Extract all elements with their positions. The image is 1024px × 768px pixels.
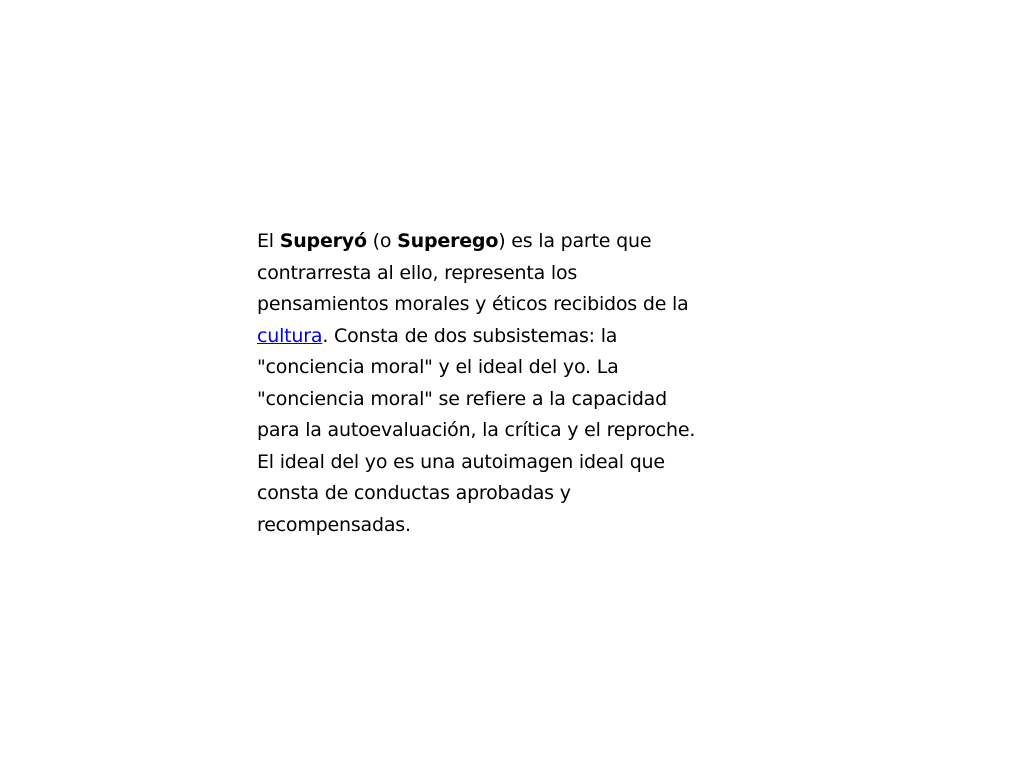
text-run: (o	[366, 230, 398, 252]
paragraph-line-3: pensamientos morales y éticos recibidos de la	[257, 293, 689, 315]
term-superyo: Superyó	[279, 230, 367, 252]
paragraph-line-2: contrarresta al ello, representa los	[257, 261, 578, 284]
cultura-link[interactable]: cultura	[257, 324, 323, 347]
paragraph-line-1	[257, 226, 757, 258]
text-run: El	[257, 230, 280, 252]
term-superego: Superego	[397, 230, 499, 252]
paragraph-line-4	[257, 321, 757, 353]
paragraph-line-9: consta de conductas aprobadas y	[257, 482, 571, 504]
text-run: ) es la parte que	[498, 230, 652, 252]
paragraph-line-7: para la autoevaluación, la crítica y el reproche.	[257, 419, 696, 441]
paragraph-line-5: "conciencia moral" y el ideal del yo. La	[257, 356, 619, 378]
paragraph-line-6: "conciencia moral" se refiere a la capacidad	[257, 387, 667, 410]
paragraph-line-10: recompensadas.	[257, 513, 411, 536]
text-run: . Consta de dos subsistemas: la	[322, 324, 618, 347]
paragraph-line-8: El ideal del yo es una autoimagen ideal que	[257, 450, 665, 473]
superego-paragraph	[257, 226, 757, 541]
